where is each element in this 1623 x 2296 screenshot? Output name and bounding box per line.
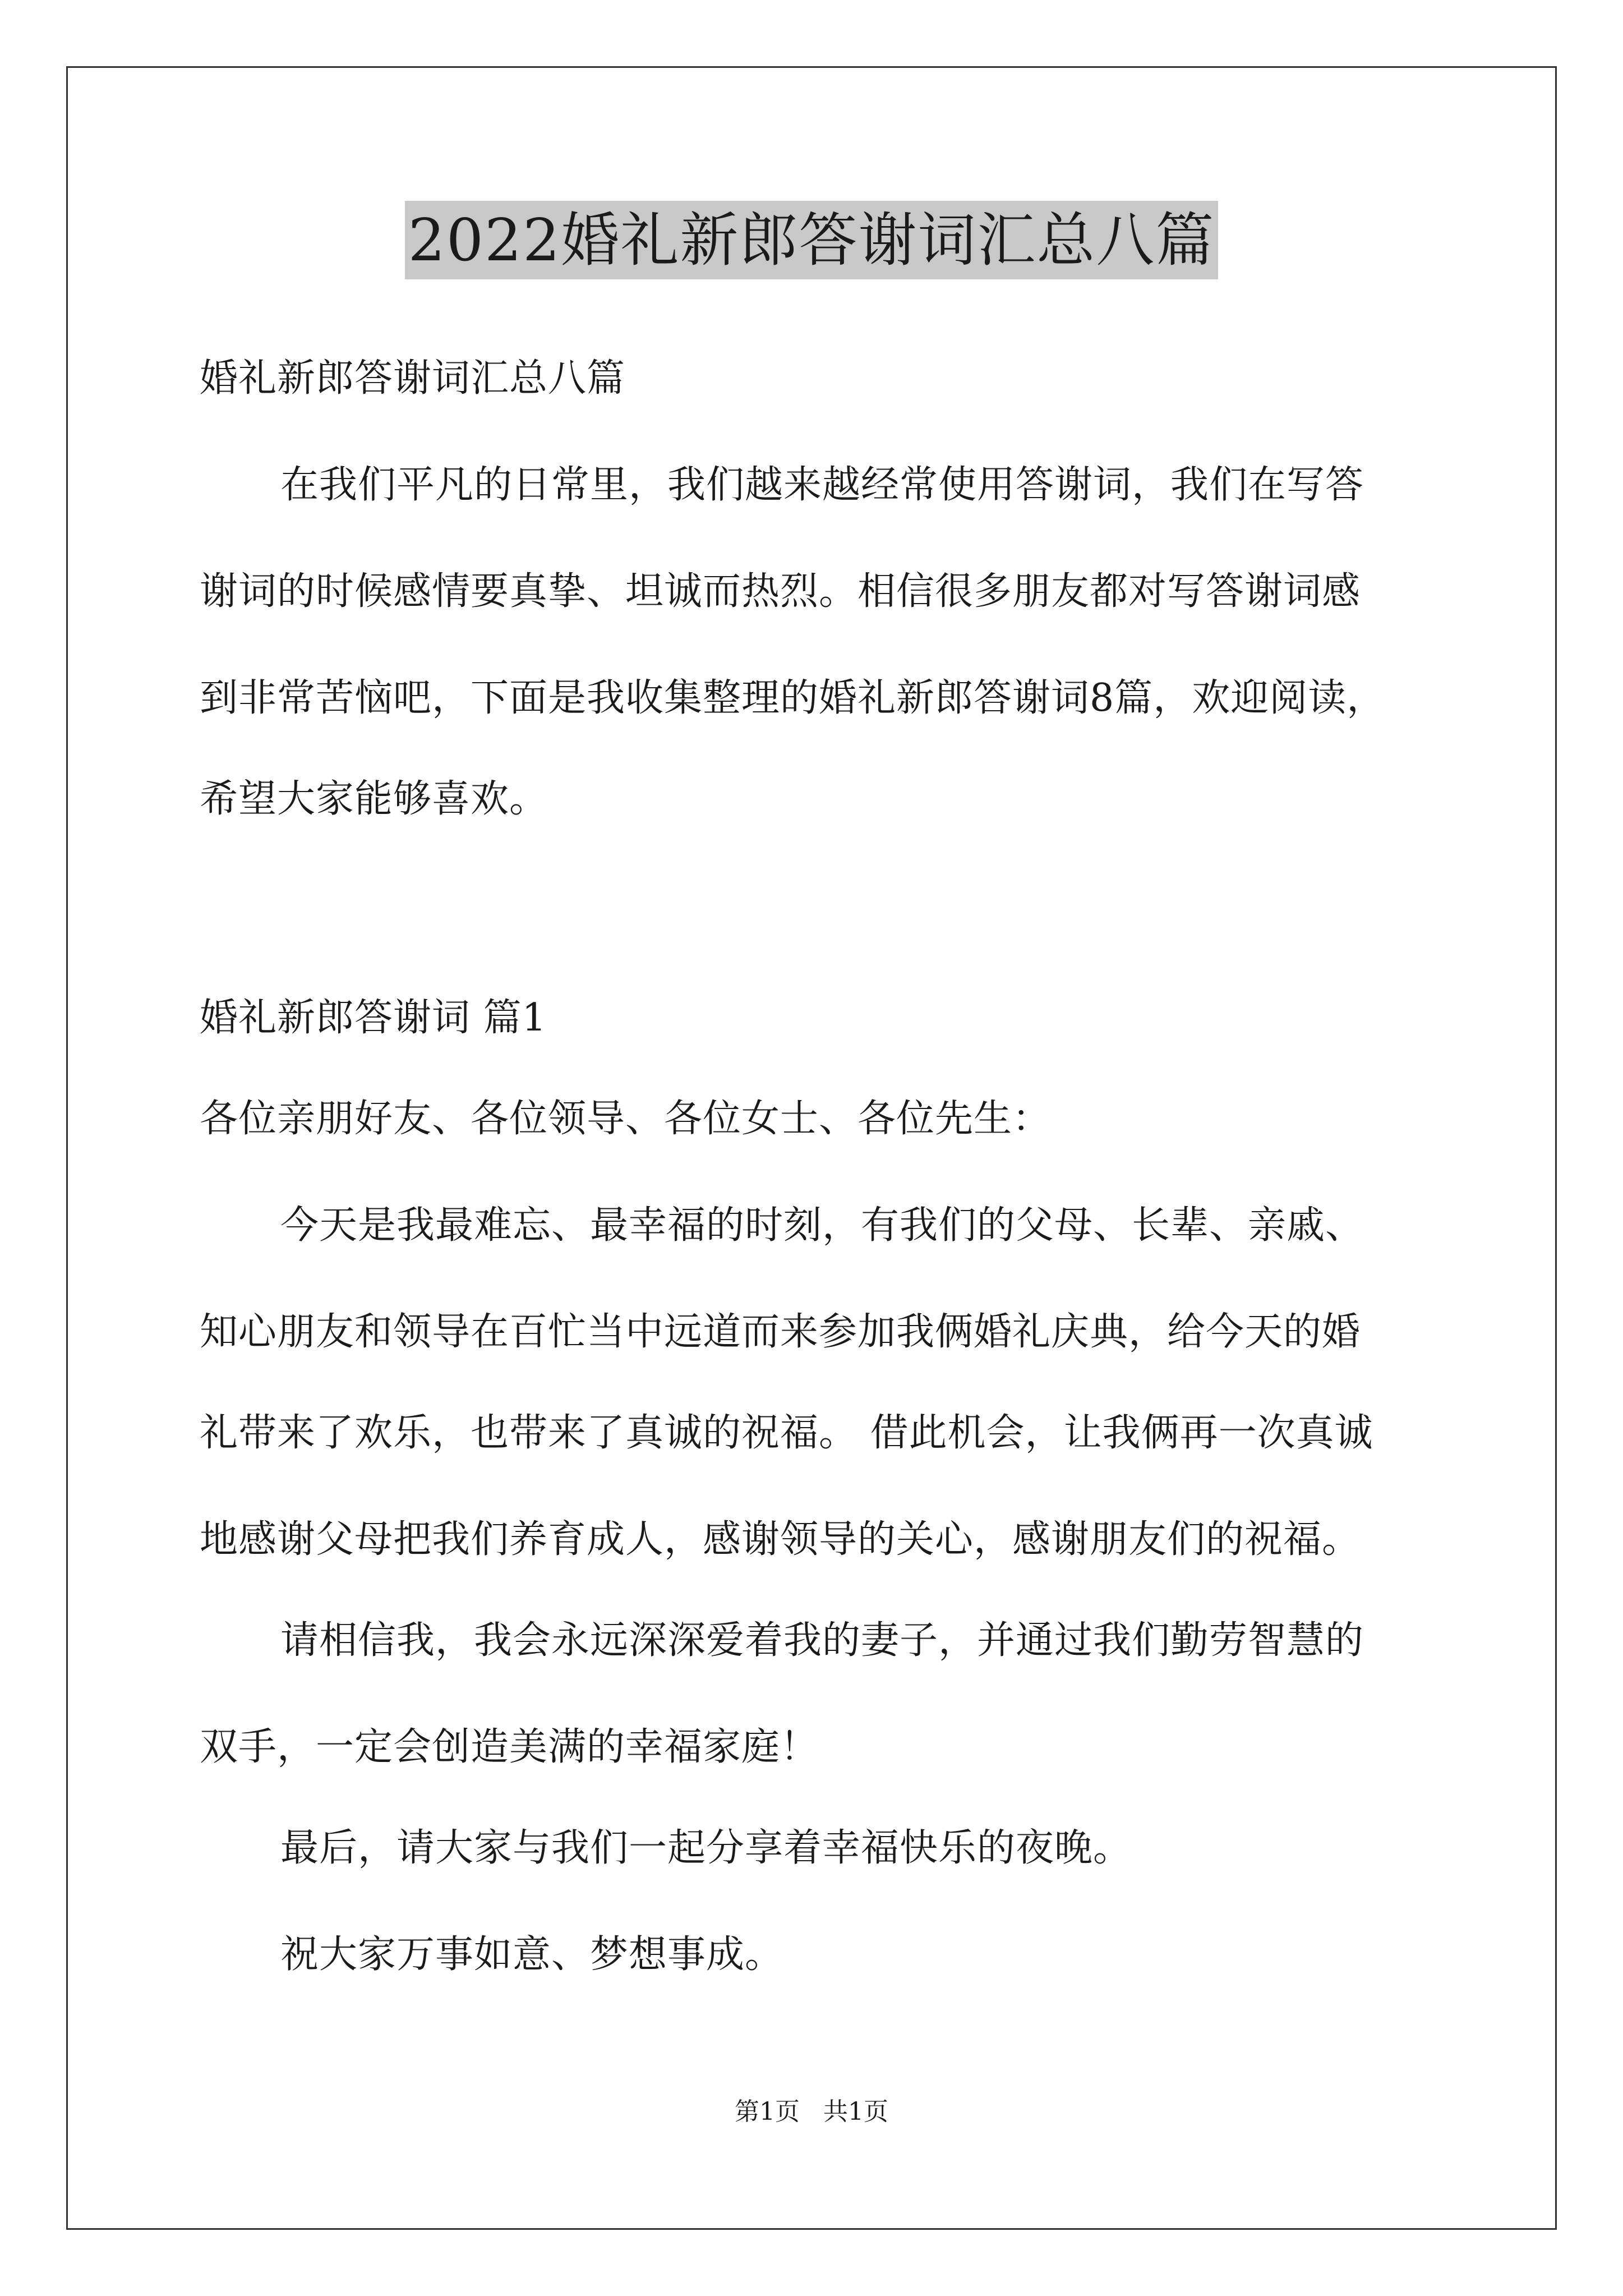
document-title: 2022婚礼新郎答谢词汇总八篇 <box>405 201 1219 279</box>
section-heading: 婚礼新郎答谢词 篇1 <box>200 996 547 1040</box>
intro-line-4: 希望大家能够喜欢。 <box>200 777 548 821</box>
body-line-8: 祝大家万事如意、梦想事成。 <box>280 1932 784 1977</box>
body-line-5: 请相信我，我会永远深深爱着我的妻子，并通过我们勤劳智慧的 <box>280 1618 1364 1663</box>
page-footer <box>0 2095 1623 2129</box>
body-line-4: 地感谢父母把我们养育成人，感谢领导的关心，感谢朋友们的祝福。 <box>200 1517 1361 1562</box>
body-line-1: 今天是我最难忘、最幸福的时刻，有我们的父母、长辈、亲戚、 <box>280 1203 1364 1248</box>
document-subtitle: 婚礼新郎答谢词汇总八篇 <box>200 356 626 401</box>
body-line-3: 礼带来了欢乐，也带来了真诚的祝福。 借此机会，让我俩再一次真诚 <box>200 1411 1373 1455</box>
body-line-2: 知心朋友和领导在百忙当中远道而来参加我俩婚礼庆典，给今天的婚 <box>200 1310 1361 1354</box>
salutation: 各位亲朋好友、各位领导、各位女士、各位先生： <box>200 1097 1052 1141</box>
intro-line-3: 到非常苦恼吧，下面是我收集整理的婚礼新郎答谢词8篇，欢迎阅读， <box>200 676 1386 720</box>
title-container <box>0 201 1623 279</box>
intro-line-1: 在我们平凡的日常里，我们越来越经常使用答谢词，我们在写答 <box>280 463 1364 507</box>
page-number-current: 第1页 <box>735 2097 800 2126</box>
body-line-7: 最后，请大家与我们一起分享着幸福快乐的夜晚。 <box>280 1826 1132 1870</box>
page-number-total: 共1页 <box>823 2097 888 2126</box>
intro-line-2: 谢词的时候感情要真挚、坦诚而热烈。相信很多朋友都对写答谢词感 <box>200 569 1361 614</box>
body-line-6: 双手，一定会创造美满的幸福家庭！ <box>200 1725 819 1769</box>
